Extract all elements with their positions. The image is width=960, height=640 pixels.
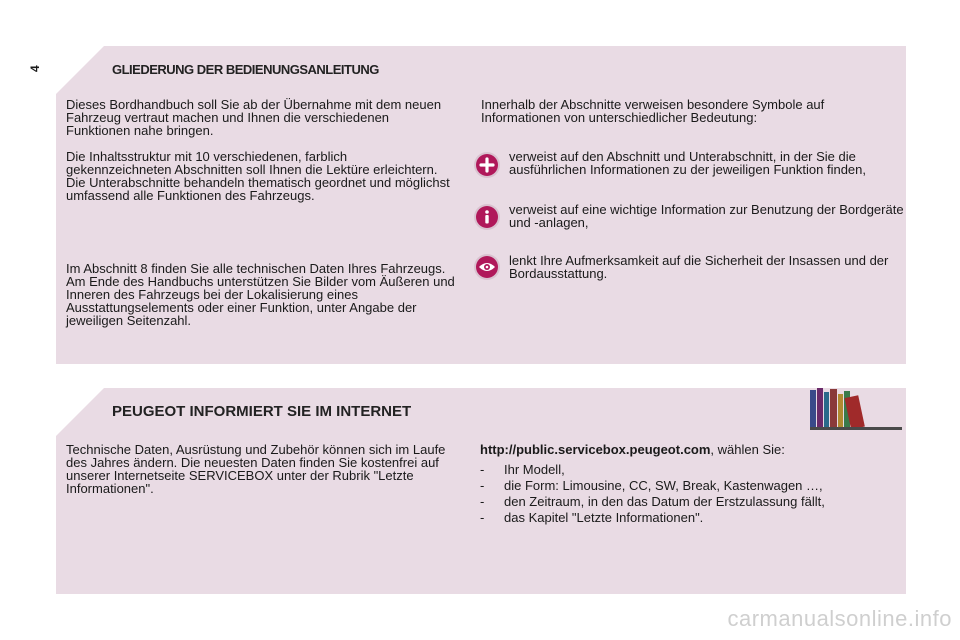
books-icon (808, 386, 904, 432)
servicebox-url-suffix: , wählen Sie: (710, 442, 785, 457)
page-number: 4 (28, 65, 42, 72)
section-title-internet: PEUGEOT INFORMIERT SIE IM INTERNET (112, 403, 412, 420)
list-item: - die Form: Limousine, CC, SW, Break, Kastenwagen …, (480, 478, 823, 493)
list-item: - Ihr Modell, (480, 462, 565, 477)
footer-watermark: carmanualsonline.info (727, 606, 952, 631)
symbols-intro: Innerhalb der Abschnitte verweisen besondere Symbole auf Informationen von unterschiedlicher Bedeutung: (481, 97, 825, 125)
plus-icon (476, 154, 498, 176)
info-icon (476, 206, 498, 228)
technical-data-paragraph: Im Abschnitt 8 finden Sie alle technischen Daten Ihres Fahrzeugs. Am Ende des Handbuchs unterstützen Sie Bilder vom Äußeren und Inneren des Fahrzeugs bei der Lokalisierung eines Ausstattungselements oder einer Funktion, unter Angabe der jeweiligen Seitenzahl. (66, 261, 455, 328)
servicebox-url[interactable]: http://public.servicebox.peugeot.com (480, 442, 711, 457)
servicebox-line (480, 443, 900, 456)
servicebox-steps-list (480, 462, 825, 526)
structure-paragraph: Die Inhaltsstruktur mit 10 verschiedenen, farblich gekennzeichneten Abschnitten soll Ihnen die Lektüre erleichtern. Die Unterabschnitte behandeln thematisch geordnet und möglichst umfassend alle Funktionen des Fahrzeugs. (66, 149, 450, 203)
eye-icon (476, 256, 498, 278)
list-item: - das Kapitel "Letzte Informationen". (480, 510, 704, 525)
internet-info-paragraph: Technische Daten, Ausrüstung und Zubehör können sich im Laufe des Jahres ändern. Die neuesten Daten finden Sie kostenfrei auf unserer Internetseite SERVICEBOX unter der Rubrik "Letzte Informationen". (66, 442, 446, 496)
list-item: - den Zeitraum, in den das Datum der Erstzulassung fällt, (480, 494, 825, 509)
symbol-plus-text: verweist auf den Abschnitt und Unterabschnitt, in der Sie die ausführlichen Informationen zu der jeweiligen Funktion finden, (509, 149, 866, 177)
symbol-eye-text: lenkt Ihre Aufmerksamkeit auf die Sicherheit der Insassen und der Bordausstattung. (509, 253, 889, 281)
intro-paragraph: Dieses Bordhandbuch soll Sie ab der Übernahme mit dem neuen Fahrzeug vertraut machen und Ihnen die verschiedenen Funktionen nahe bringen. (66, 97, 442, 138)
section-title-structure: GLIEDERUNG DER BEDIENUNGSANLEITUNG (112, 62, 379, 77)
symbol-info-text: verweist auf eine wichtige Information zur Benutzung der Bordgeräte und -anlagen, (509, 202, 904, 230)
